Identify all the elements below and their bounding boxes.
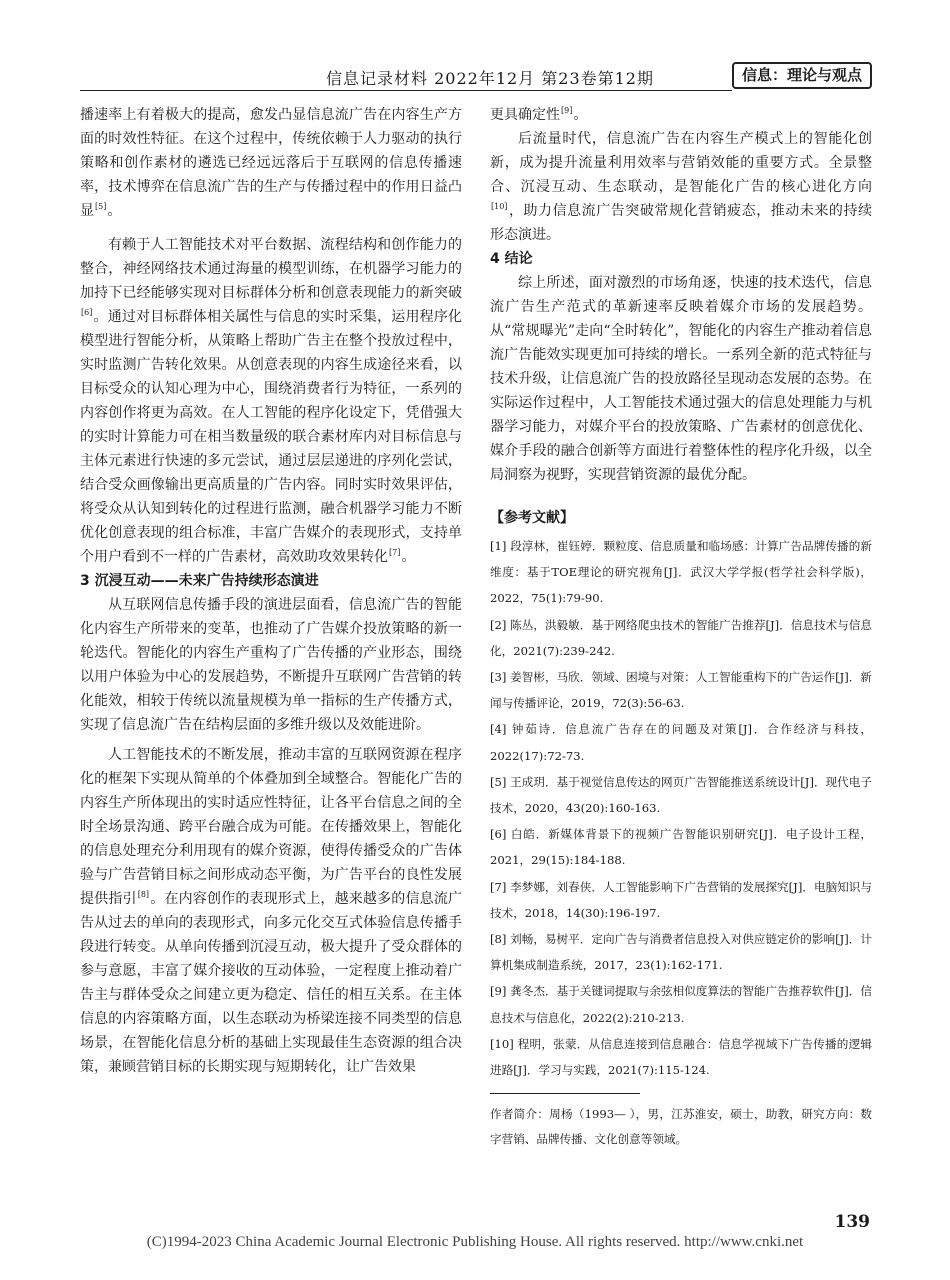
citation: [9] bbox=[561, 106, 573, 116]
paragraph-text: 有赖于人工智能技术对平台数据、流程结构和创作能力的整合，神经网络技术通过海量的模型训练，在机器学习能力的加持下已经能够实现对目标群体分析和创意表现能力的新突破 bbox=[80, 237, 462, 301]
copyright-notice: (C)1994-2023 China Academic Journal Electronic Publishing House. All rights reserved. http://www.cnki.net bbox=[146, 1234, 804, 1250]
paragraph-end: 。 bbox=[401, 549, 416, 565]
reference-item: [6] 白皓．新媒体背景下的视频广告智能识别研究[J]．电子设计工程，2021，29(15):184-188. bbox=[490, 827, 872, 868]
reference-list bbox=[490, 533, 872, 1083]
paragraph bbox=[80, 743, 462, 1079]
section-heading: 4 结论 bbox=[490, 251, 533, 267]
paragraph-text: 人工智能技术的不断发展，推动丰富的互联网资源在程序化的框架下实现从简单的个体叠加到全域整合。智能化广告的内容生产所体现出的实时适应性特征，让各平台信息之间的全时全场景沟通、跨平台融合成为可能。在传播效果上，智能化的信息处理充分利用现有的媒介资源，使得传播受众的广告体验与广告营销目标之间形成动态平衡，为广告平台的良性发展提供指引 bbox=[80, 747, 462, 907]
paragraph bbox=[80, 233, 462, 569]
reference-item: [7] 李梦娜，刘春侠．人工智能影响下广告营销的发展探究[J]．电脑知识与技术，2018，14(30):196-197. bbox=[490, 879, 872, 920]
page-header bbox=[80, 62, 872, 92]
paragraph-text: ，助力信息流广告突破常规化营销疲态，推动未来的持续形态演进。 bbox=[490, 203, 872, 243]
section-heading: 3 沉浸互动——未来广告持续形态演进 bbox=[80, 573, 319, 589]
citation: [8] bbox=[137, 890, 150, 900]
paragraph: 综上所述，面对激烈的市场角逐，快速的技术迭代，信息流广告生产范式的革新速率反映着媒介市场的发展趋势。从“常规曝光”走向“全时转化”，智能化的内容生产推动着信息流广告能效实现更加可持续的增长。一系列全新的范式特征与技术升级，让信息流广告的投放路径呈现动态发展的态势。在实际运作过程中，人工智能技术通过强大的信息处理能力与机器学习能力，对媒介平台的投放策略、广告素材的创意优化、媒介手段的融合创新等方面进行着整体性的程序化升级，以全局洞察为视野，实现营销资源的最优分配。 bbox=[490, 275, 872, 483]
reference-item: [4] 钟茹诗．信息流广告存在的问题及对策[J]．合作经济与科技，2022(17):72-73. bbox=[490, 722, 872, 763]
paragraph: 从互联网信息传播手段的演进层面看，信息流广告的智能化内容生产所带来的变革，也推动了广告媒介投放策略的新一轮迭代。智能化的内容生产重构了广告传播的产业形态，围绕以用户体验为中心的发展趋势，不断提升互联网广告营销的转化能效，相较于传统以流量规模为单一指标的生产传播方式，实现了信息流广告在结构层面的多维升级以及效能进阶。 bbox=[80, 597, 462, 733]
column-tag: 信息：理论与观点 bbox=[732, 62, 872, 89]
citation: [7] bbox=[389, 548, 401, 558]
header-rule bbox=[80, 90, 732, 91]
citation: [6] bbox=[81, 308, 93, 318]
paragraph bbox=[490, 103, 872, 127]
paragraph bbox=[80, 103, 462, 223]
paragraph bbox=[490, 127, 872, 247]
paragraph-end: 。 bbox=[573, 107, 588, 123]
references-title: 【参考文献】 bbox=[490, 510, 574, 526]
journal-info: 信息记录材料 2022年12月 第23卷第12期 bbox=[326, 69, 654, 88]
author-bio: 作者简介：周杨（1993— ），男，江苏淮安，硕士，助教，研究方向：数字营销、品牌传播、文化创意等领域。 bbox=[490, 1107, 872, 1147]
reference-item: [2] 陈丛，洪毅敏．基于网络爬虫技术的智能广告推荐[J]．信息技术与信息化，2021(7):239-242. bbox=[490, 617, 872, 658]
citation: [10] bbox=[491, 202, 508, 212]
reference-item: [5] 王成玥．基于视觉信息传达的网页广告智能推送系统设计[J]．现代电子技术，2020，43(20):160-163. bbox=[490, 774, 872, 816]
paragraph-text: 播速率上有着极大的提高，愈发凸显信息流广告在内容生产方面的时效性特征。在这个过程中，传统依赖于人力驱动的执行策略和创作素材的遴选已经远远落后于互联网的信息传播速率，技术博弈在信息流广告的生产与传播过程中的作用日益凸显 bbox=[80, 107, 462, 219]
paragraph-text: 。通过对目标群体相关属性与信息的实时采集，运用程序化模型进行智能分析，从策略上帮助广告主在整个投放过程中，实时监测广告转化效果。从创意表现的内容生成途径来看，以目标受众的认知心理为中心，围绕消费者行为特征，一系列的内容创作将更为高效。在人工智能的程序化设定下，凭借强大的实时计算能力可在相当数量级的联合素材库内对目标信息与主体元素进行快速的多元尝试，通过层层递进的序列化尝试，结合受众画像输出更高质量的广告内容。同时实时效果评估，将受众从认知到转化的过程进行监测，融合机器学习能力不断优化创意表现的组合标准，丰富广告媒介的表现形式，支持单个用户看到不一样的广告素材，高效助攻效果转化 bbox=[80, 309, 462, 565]
citation: [5] bbox=[95, 202, 107, 212]
left-column bbox=[80, 103, 462, 1079]
paragraph-text: 。在内容创作的表现形式上，越来越多的信息流广告从过去的单向的表现形式，向多元化交互式体验信息传播手段进行转变。从单向传播到沉浸互动，极大提升了受众群体的参与意愿，丰富了媒介接收的互动体验，一定程度上推动着广告主与群体受众之间建立更为稳定、信任的相互关系。在主体信息的内容策略方面，以生态联动为桥梁连接不同类型的信息场景，在智能化信息分析的基础上实现最佳生态资源的组合决策，兼顾营销目标的长期实现与短期转化，让广告效果 bbox=[80, 891, 463, 1075]
bio-divider bbox=[490, 1093, 640, 1094]
page-number: 139 bbox=[834, 1212, 870, 1232]
reference-item: [10] 程明，张蒙．从信息连接到信息融合：信息学视域下广告传播的逻辑进路[J]．学习与实践，2021(7):115-124. bbox=[490, 1036, 872, 1078]
reference-item: [8] 刘畅，易树平．定向广告与消费者信息投入对供应链定价的影响[J]．计算机集成制造系统，2017，23(1):162-171. bbox=[490, 932, 872, 973]
reference-item: [9] 龚冬杰．基于关键词提取与余弦相似度算法的智能广告推荐软件[J]．信息技术与信息化，2022(2):210-213. bbox=[490, 984, 872, 1025]
paragraph-end: 。 bbox=[107, 203, 122, 219]
right-column bbox=[490, 103, 872, 1152]
paragraph-text: 后流量时代，信息流广告在内容生产模式上的智能化创新，成为提升流量利用效率与营销效能的重要方式。全景整合、沉浸互动、生态联动，是智能化广告的核心进化方向 bbox=[490, 131, 872, 195]
reference-item: [1] 段淳林，崔钰婷．颗粒度、信息质量和临场感：计算广告品牌传播的新维度：基于TOE理论的研究视角[J]．武汉大学学报(哲学社会科学版)，2022，75(1):79-90. bbox=[490, 539, 872, 606]
reference-item: [3] 姜智彬，马欣．领域、困境与对策：人工智能重构下的广告运作[J]．新闻与传播评论，2019，72(3):56-63. bbox=[490, 670, 872, 711]
paragraph-text: 更具确定性 bbox=[490, 107, 560, 123]
